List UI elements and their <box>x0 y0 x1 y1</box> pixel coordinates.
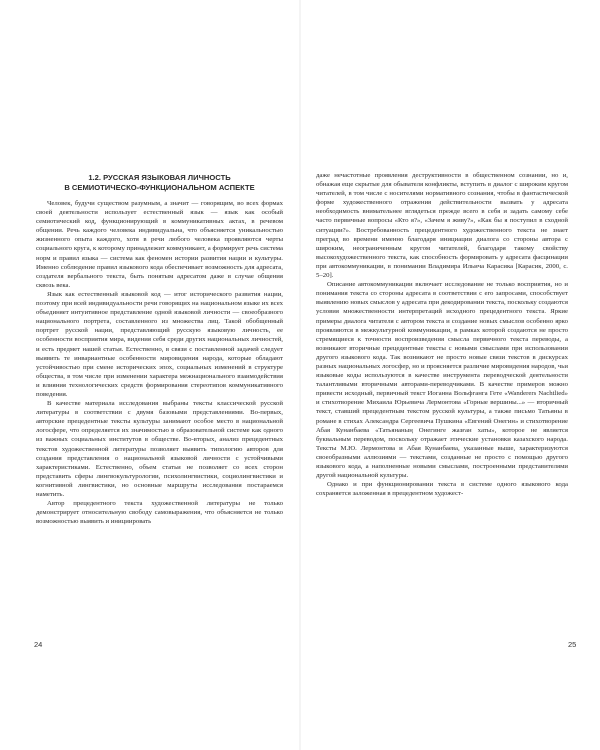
section-heading-line-2: В СЕМИОТИЧЕСКО-ФУНКЦИОНАЛЬНОМ АСПЕКТЕ <box>64 183 255 192</box>
paragraph: Однако и при функционировании текста в системе одного языкового кода сохраняется заложенная в прецедентном художест- <box>316 481 568 498</box>
paragraph: Описание автокоммуникации включает исследование не только восприятия, но и понимания текста со стороны адресата в соответствии с его запросами, способствует выявлению новых смыслов у адресата при декодировании текста, поскольку создаются условия множественности интерпретаций исходного прецедентного текста. Яркие примеры диалога читателя с автором текста и создание новых смыслов особенно ярко проявляются в межкультурной коммуникации, в рамках которой создаются не просто стремящиеся к точности воспроизведения смысла первичного текста переводы, а возникают вторичные прецедентные тексты с новыми смыслами при использовании другого языкового кода. Так возникают не просто новые связи текстов в дискурсах разных национальных логосфер, но и проясняется различие мировидения народов, чьи языковые коды используются в качестве инструмента переводческой деятельности талантливыми вторичными авторами-переводчиками. В качестве примеров можно привести исходный, первичный текст Иоганна Вольфганга Гете «Wanderers Nachtlied» и стихотворение Михаила Юрьевича Лермонтова «Горные вершины...» — вторичный текст, ставший прецедентным текстом русской культуры, а также письмо Татьяны в романе в стихах Александра Сергеевича Пушкина «Евгений Онегин» и стихотворение Абая Кунанбаева «Татьянаның Онегинге жазған хаты», которое не является буквальным переводом, поскольку отражает этические установки казахского народа. Тексты М.Ю. Лермонтова и Абая Кунанбаева, указанные выше, характеризуются своеобразными аллюзиями — текстами, созданные не просто с помощью другого языкового кода, а наполненные новыми смыслами, построенными представителями другой национальной культуры. <box>316 281 568 480</box>
page-number-left: 24 <box>34 640 43 649</box>
page-number-right: 25 <box>568 640 577 649</box>
paragraph: Автор прецедентного текста художественной литературы не только демонстрирует относительную свободу самовыражения, что объясняется не только возможностью выявить и инициировать <box>36 500 283 526</box>
right-text-column <box>316 171 568 498</box>
right-body-text <box>316 171 568 498</box>
paragraph: Человек, будучи существом разумным, а значит — говорящим, во всех формах своей деятельности использует естественный язык — язык как особый семиотический код, функционирующий в коммуникативных актах, в речевом общении. Речь каждого человека индивидуальна, что объясняется уникальностью жизненного опыта каждого, хотя в речи любого человека проявляются черты социального круга, к которому принадлежит коммуникант, а формирует речь система норм и правил языка — система как феномен истории развития нации и культуры. Именно соблюдение правил языкового кода обеспечивает возможность для адресата, создателя вербального текста, быть понятым адресатом даже в случае общения сквозь века. <box>36 200 283 289</box>
paragraph: Язык как естественный языковой код — итог исторического развития нации, поэтому при всей индивидуальности речи говорящих на национальном языке их всех объединяет интуитивное представление одной языковой личности — своеобразного национального портрета, составленного из множества лиц. Такой обобщенный портрет русской нации, представляющий русскую языковую личность, ее особенности восприятия мира, видения себя среди других национальных личностей, и есть предмет нашей статьи. Естественно, в связи с поставленной задачей следует выявить те инвариантные особенности мировидения народа, которые обладают устойчивостью при смене исторических эпох, социальных изменений в структуре общества, в том числе при изменении характера межнационального взаимодействия и влияния технологических средств формирования стереотипов коммуникативного поведения. <box>36 290 283 398</box>
paragraph: В качестве материала исследования выбраны тексты классической русской литературы в соответствии с двумя базовыми представлениями. Во-первых, авторские прецедентные тексты культуры занимают особое место в национальной логосфере, что определяется их значимостью в образовательной системе как одного из важных социальных институтов в обществе. Во-вторых, анализ прецедентных текстов художественной литературы позволяет выявить типологию авторов для создания представления о национальной языковой личности с устойчивыми характеристиками. Естественно, объем статьи не позволяет со всех сторон представить сферы лингвокультурологии, психолингвистики, социолингвистики и когнитивной лингвистики, но основные маршруты исследования постараемся наметить. <box>36 400 283 498</box>
section-heading-line-1: 1.2. РУССКАЯ ЯЗЫКОВАЯ ЛИЧНОСТЬ <box>88 173 231 182</box>
paragraph: даже нечастотные проявления деструктивности в общественном сознании, но и, обнажая еще скрытые для обывателя конфликты, вступить в диалог с широким кругом читателей, в том числе с носителями нормативного сознания, чтобы в фантастической форме художественного отражения действительности вызвать у адресата необходимость внимательнее вглядеться прежде всего в себя и задать самому себе часто первичные вопросы «Кто я?», «Зачем я живу?», «Как бы я поступил в сходной ситуации?». Востребованность прецедентного художественного текста не знает преград во времени именно благодаря инициации диалога со стороны автора с широким, неограниченным кругом читателей, благодаря такому свойству высокохудожественного текста, как способность формировать у адресата фасцинации при автокоммуникации, в понимании Владимира Ильича Карасика [Карасик, 2000, с. 5–20]. <box>316 172 568 280</box>
